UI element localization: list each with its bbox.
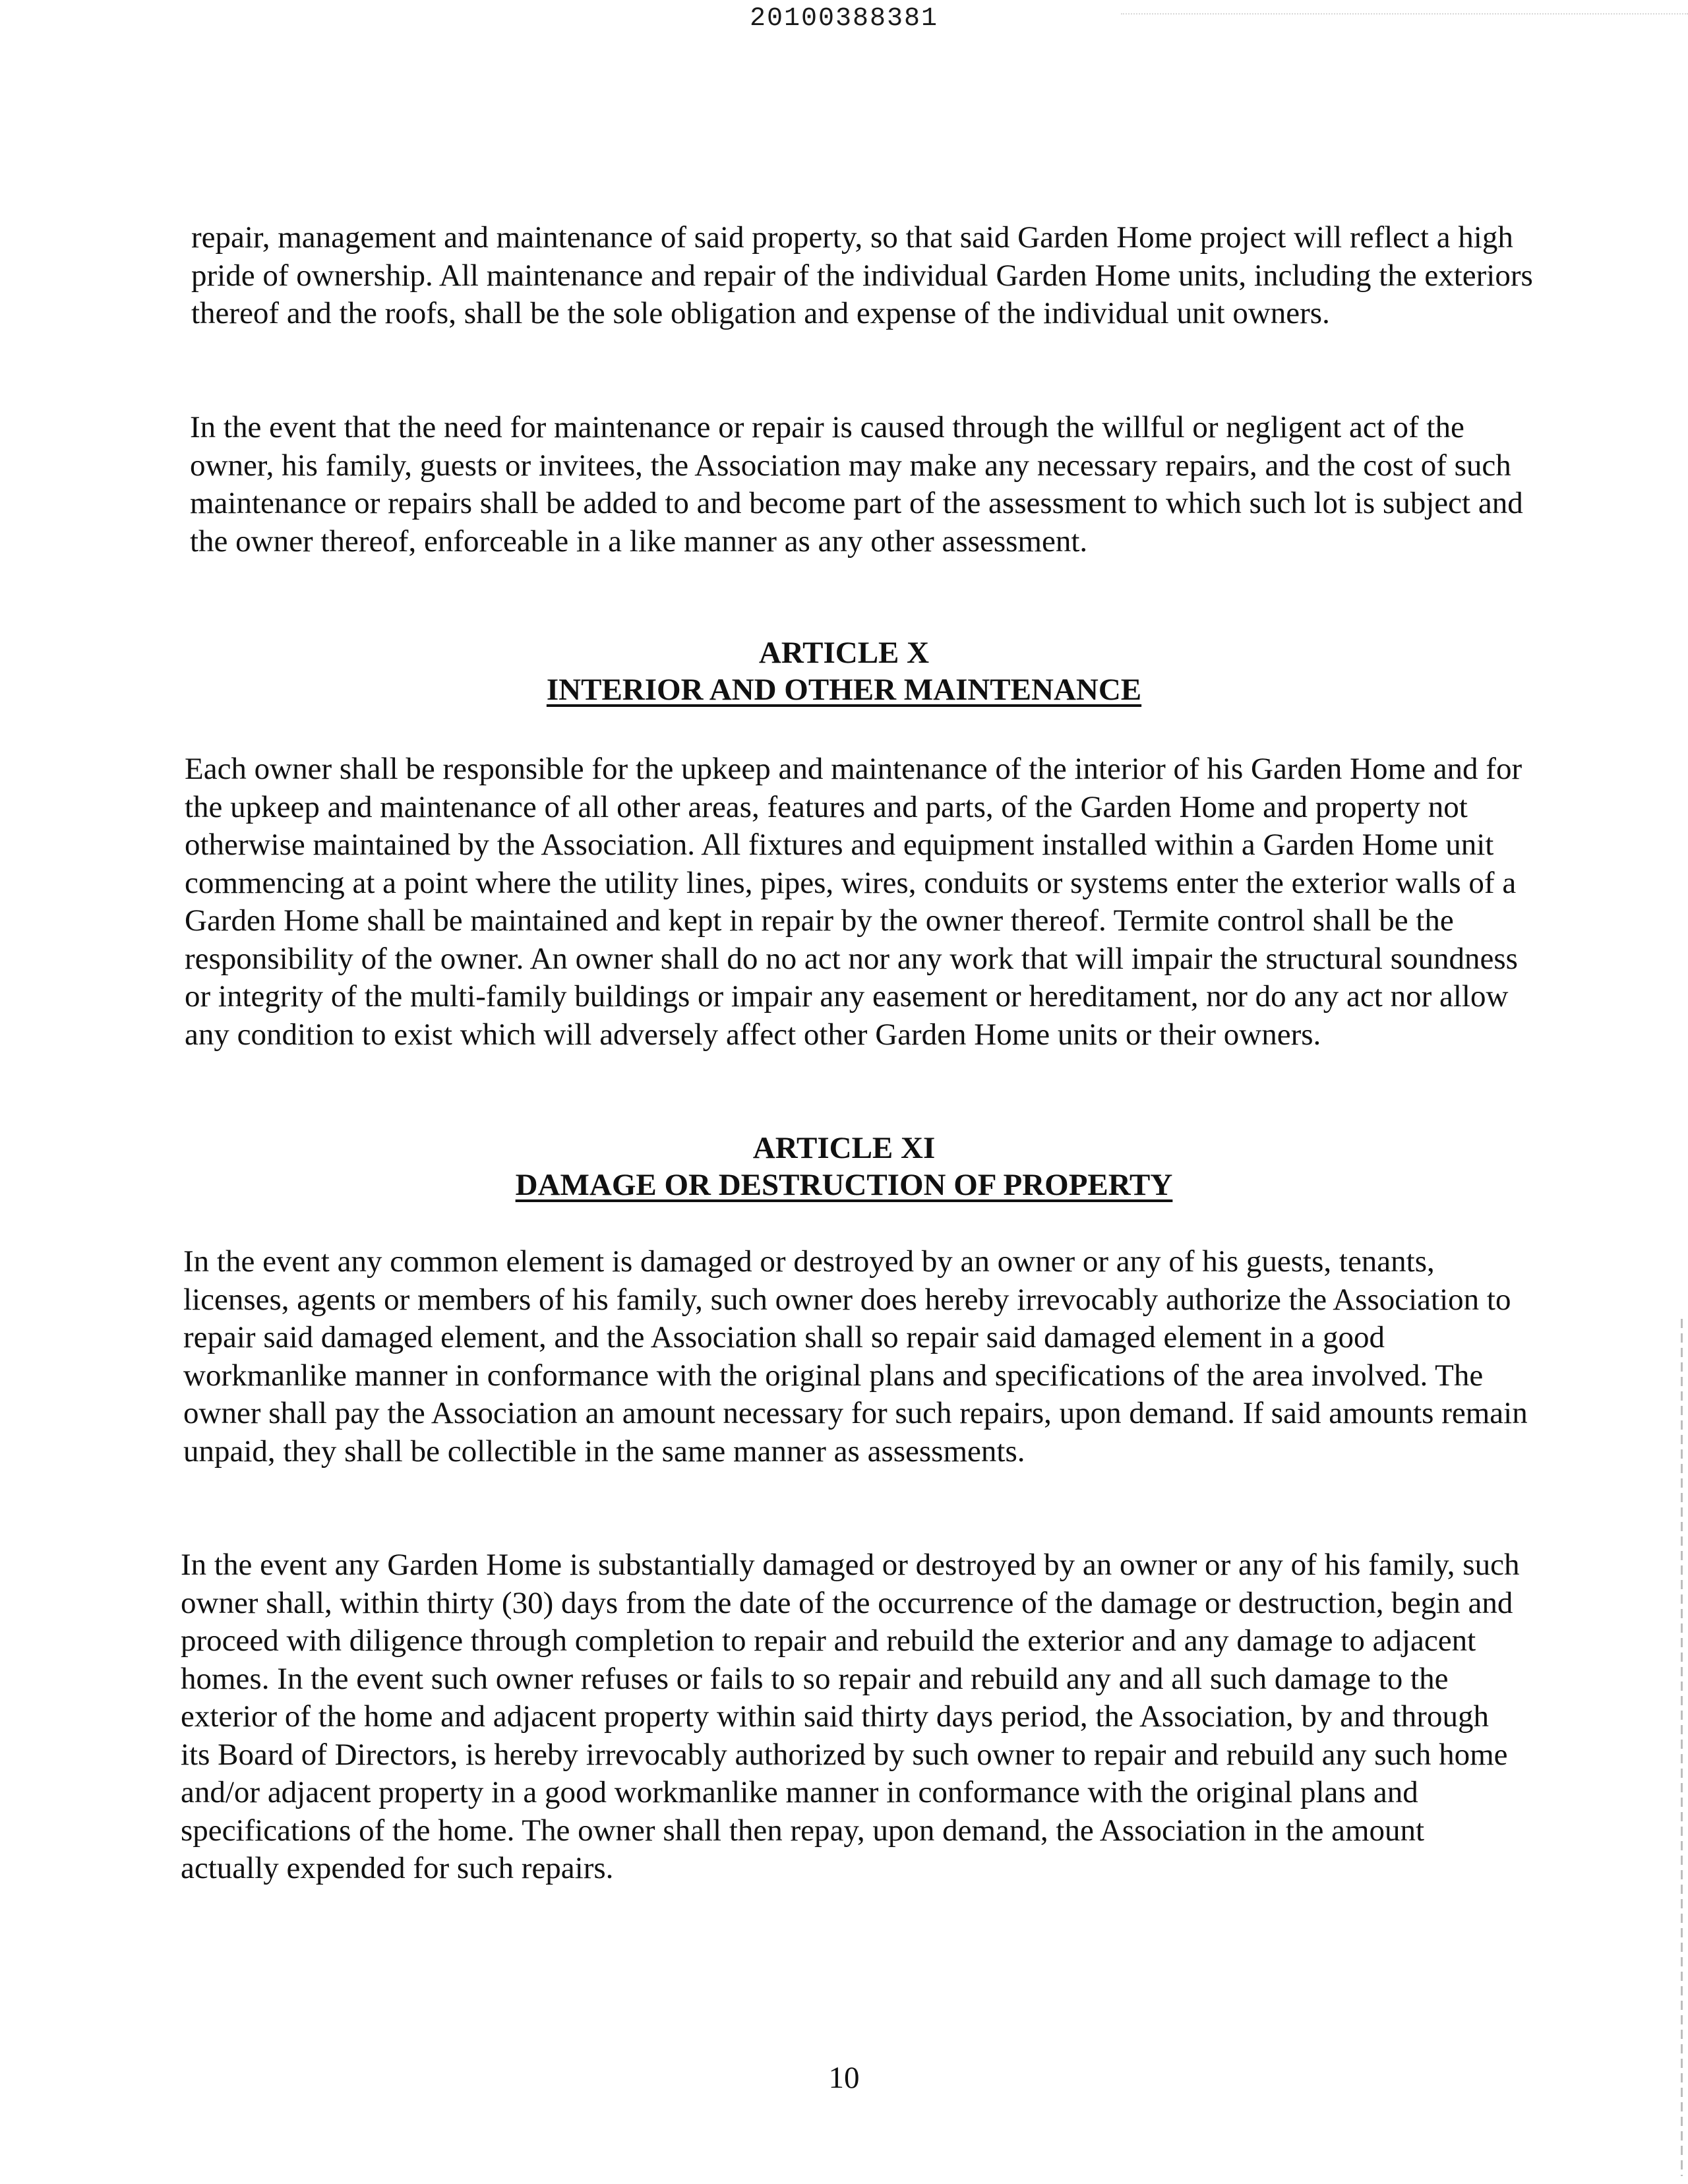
page-number: 10 — [828, 2061, 860, 2095]
paragraph-maintenance-obligation: repair, management and maintenance of said property, so that said Garden Home project will reflect a high pride of ownership. All maintenance and repair of the individual Garden Home units, including the exteriors thereof and the roofs, shall be the sole obligation and expense of the individual unit owners. — [191, 220, 1533, 330]
paragraph-interior-maintenance: Each owner shall be responsible for the upkeep and maintenance of the interior of his Garden Home and for the upkeep and maintenance of all other areas, features and parts, of the Garden Home and property not otherwise maintained by the Association. All fixtures and equipment installed within a Garden Home unit commencing at a point where the utility lines, pipes, wires, conduits or systems enter the exterior walls of a Garden Home shall be maintained and kept in repair by the owner thereof. Termite control shall be the responsibility of the owner. An owner shall do no act nor any work that will impair the structural soundness or integrity of the multi-family buildings or impair any easement or hereditament, nor do any act nor allow any condition to exist which will adversely affect other Garden Home units or their owners. — [185, 752, 1522, 1052]
article-x-heading — [0, 634, 1688, 708]
article-x-title: INTERIOR AND OTHER MAINTENANCE — [546, 673, 1142, 707]
paragraph-negligent-repair: In the event that the need for maintenance or repair is caused through the willful or negligent act of the owner, his family, guests or invitees, the Association may make any necessary repairs, and the cost of such maintenance or repairs shall be added to and become part of the assessment to which such lot is subject and the owner thereof, enforceable in a like manner as any other assessment. — [190, 410, 1523, 559]
scan-artifact-right-edge — [1681, 1319, 1683, 2176]
scan-artifact-top — [1121, 13, 1688, 16]
document-number: 20100388381 — [749, 4, 939, 34]
article-x-number: ARTICLE X — [758, 636, 930, 670]
paragraph-garden-home-damage: In the event any Garden Home is substantially damaged or destroyed by an owner or any of his family, such owner shall, within thirty (30) days from the date of the occurrence of the damage or destruction, begin and proceed with diligence through completion to repair and rebuild the exterior and any damage to adjacent homes. In the event such owner refuses or fails to so repair and rebuild any and all such damage to the exterior of the home and adjacent property within said thirty days period, the Association, by and through its Board of Directors, is hereby irrevocably authorized by such owner to repair and rebuild any such home and/or adjacent property in a good workmanlike manner in conformance with the original plans and specifications of the home. The owner shall then repay, upon demand, the Association in the amount actually expended for such repairs. — [181, 1548, 1520, 1885]
article-xi-heading — [0, 1130, 1688, 1203]
article-xi-number: ARTICLE XI — [752, 1131, 936, 1165]
paragraph-common-element-damage: In the event any common element is damaged or destroyed by an owner or any of his guests, tenants, licenses, agents or members of his family, such owner does hereby irrevocably authorize the Association to repair said damaged element, and the Association shall so repair said damaged element in a good workmanlike manner in conformance with the original plans and specifications of the area involved. The owner shall pay the Association an amount necessary for such repairs, upon demand. If said amounts remain unpaid, they shall be collectible in the same manner as assessments. — [183, 1244, 1528, 1469]
article-xi-title: DAMAGE OR DESTRUCTION OF PROPERTY — [515, 1168, 1173, 1202]
